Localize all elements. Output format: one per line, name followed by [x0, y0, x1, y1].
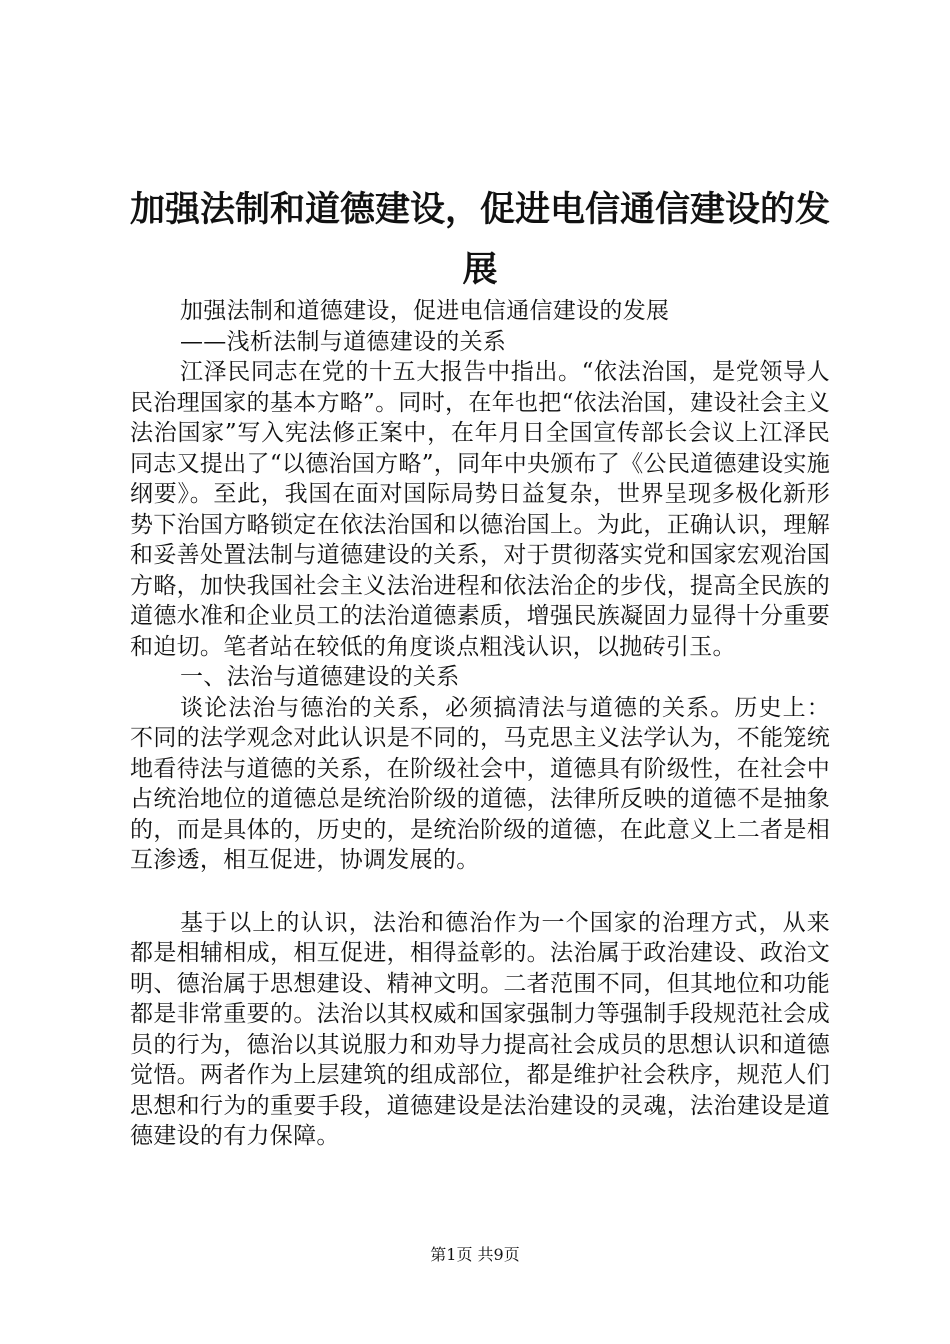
page-number-footer: 第1页 共9页: [430, 1245, 520, 1264]
document-body: [130, 296, 830, 1152]
paragraph-section-2: 基于以上的认识，法治和德治作为一个国家的治理方式，从来都是相辅相成，相互促进，相得益彰的。法治属于政治建设、政治文明、德治属于思想建设、精神文明。二者范围不同，但其地位和功能都是非常重要的。法治以其权威和国家强制力等强制手段规范社会成员的行为，德治以其说服力和劝导力提高社会成员的思想认识和道德觉悟。两者作为上层建筑的组成部位，都是维护社会秩序，规范人们思想和行为的重要手段，道德建设是法治建设的灵魂，法治建设是道德建设的有力保障。: [130, 909, 830, 1149]
paragraph-subtitle: 加强法制和道德建设，促进电信通信建设的发展: [180, 298, 670, 324]
document-title-line-1: 加强法制和道德建设，促进电信通信建设的发: [129, 189, 830, 230]
paragraph-intro: 江泽民同志在党的十五大报告中指出。“依法治国，是党领导人民治理国家的基本方略”。同时，在年也把“依法治国，建设社会主义法治国家”写入宪法修正案中，在年月日全国宣传部长会议上江泽民同志又提出了“以德治国方略”，同年中央颁布了《公民道德建设实施纲要》。至此，我国在面对国际局势日益复杂，世界呈现多极化新形势下治国方略锁定在依法治国和以德治国上。为此，正确认识，理解和妥善处置法制与道德建设的关系，对于贯彻落实党和国家宏观治国方略，加快我国社会主义法治进程和依法治企的步伐，提高全民族的道德水准和企业员工的法治道德素质，增强民族凝固力显得十分重要和迫切。笔者站在较低的角度谈点粗浅认识，以抛砖引玉。: [130, 359, 830, 660]
document-title-line-2: 展: [462, 249, 498, 290]
paragraph-subheading: ——浅析法制与道德建设的关系: [180, 328, 507, 355]
section-heading: 一、法治与道德建设的关系: [180, 664, 460, 690]
paragraph-section-1: 谈论法治与德治的关系，必须搞清法与道德的关系。历史上：不同的法学观念对此认识是不同的，马克思主义法学认为，不能笼统地看待法与道德的关系，在阶级社会中，道德具有阶级性，在社会中占统治地位的道德总是统治阶级的道德，法律所反映的道德不是抽象的，而是具体的，历史的，是统治阶级的道德，在此意义上二者是相互渗透，相互促进，协调发展的。: [130, 694, 830, 873]
